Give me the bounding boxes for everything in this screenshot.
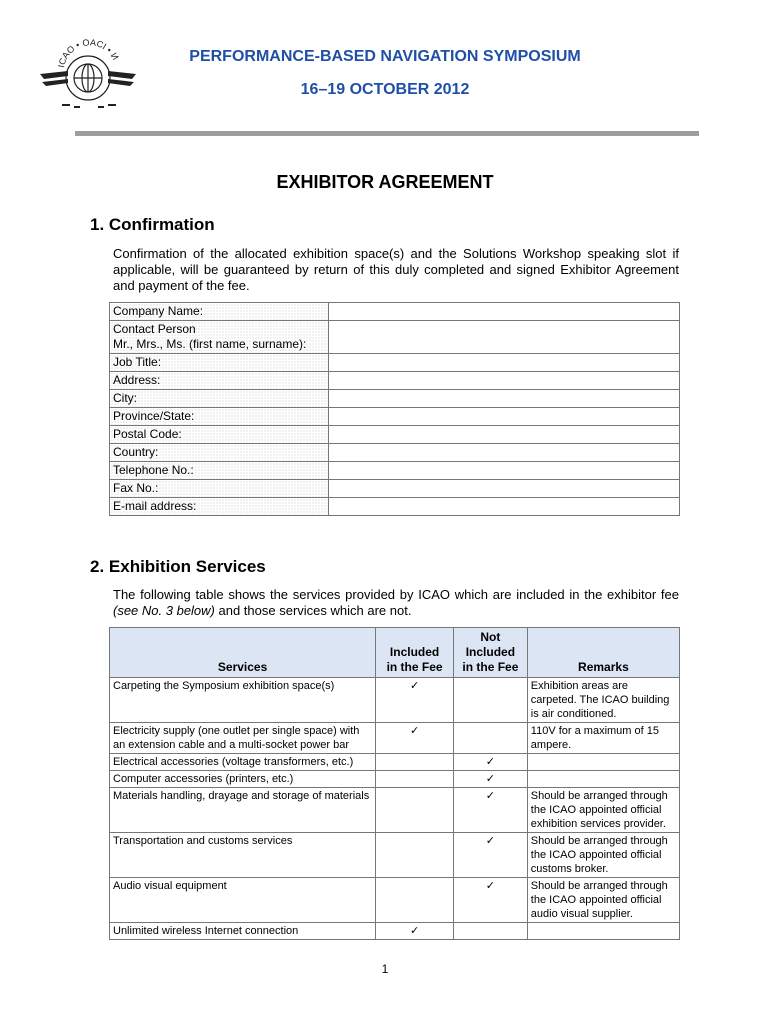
services-table [109, 627, 680, 940]
contact-row [110, 354, 680, 372]
service-cell: Electrical accessories (voltage transformers, etc.) [110, 754, 376, 771]
contact-field-input[interactable] [329, 354, 680, 372]
service-cell: Audio visual equipment [110, 878, 376, 923]
remarks-cell: 110V for a maximum of 15 ampere. [527, 723, 679, 754]
contact-row [110, 444, 680, 462]
contact-row [110, 372, 680, 390]
contact-row [110, 390, 680, 408]
service-cell: Carpeting the Symposium exhibition space(s) [110, 678, 376, 723]
contact-field-label: Country: [110, 444, 329, 462]
services-row [110, 788, 680, 833]
contact-row [110, 408, 680, 426]
remarks-cell: Should be arranged through the ICAO appointed official customs broker. [527, 833, 679, 878]
contact-field-input[interactable] [329, 444, 680, 462]
contact-field-input[interactable] [329, 390, 680, 408]
symposium-title: PERFORMANCE-BASED NAVIGATION SYMPOSIUM [189, 48, 581, 65]
included-cell: ✓ [376, 923, 454, 940]
contact-field-input[interactable] [329, 321, 680, 354]
contact-field-label: E-mail address: [110, 498, 329, 516]
icao-logo [38, 38, 138, 114]
included-cell: ✓ [376, 678, 454, 723]
logo-text: ICAO • OACI • И [56, 38, 121, 69]
contact-field-label: Address: [110, 372, 329, 390]
contact-field-input[interactable] [329, 408, 680, 426]
remarks-cell [527, 923, 679, 940]
contact-field-input[interactable] [329, 303, 680, 321]
included-cell [376, 833, 454, 878]
contact-row [110, 426, 680, 444]
service-cell: Electricity supply (one outlet per single space) with an extension cable and a multi-socket power bar [110, 723, 376, 754]
service-cell: Materials handling, drayage and storage of materials [110, 788, 376, 833]
remarks-cell [527, 754, 679, 771]
svg-text:ICAO • OACI • ИКАО [38, 38, 121, 68]
symposium-dates: 16–19 OCTOBER 2012 [300, 81, 470, 98]
contact-field-label: City: [110, 390, 329, 408]
remarks-cell: Should be arranged through the ICAO appointed official audio visual supplier. [527, 878, 679, 923]
included-cell [376, 788, 454, 833]
services-row [110, 754, 680, 771]
included-cell: ✓ [376, 723, 454, 754]
section-2-heading: 2. Exhibition Services [90, 557, 266, 576]
contact-field-label: Contact Person Mr., Mrs., Ms. (first name, surname): [110, 321, 329, 354]
document-title: EXHIBITOR AGREEMENT [276, 172, 494, 192]
col-remarks: Remarks [527, 628, 679, 678]
contact-field-input[interactable] [329, 372, 680, 390]
not-included-cell [453, 723, 527, 754]
not-included-cell: ✓ [453, 878, 527, 923]
contact-details-table [109, 302, 680, 516]
contact-row [110, 462, 680, 480]
services-row [110, 833, 680, 878]
service-cell: Transportation and customs services [110, 833, 376, 878]
not-included-cell: ✓ [453, 754, 527, 771]
services-row [110, 878, 680, 923]
not-included-cell: ✓ [453, 833, 527, 878]
contact-field-label: Province/State: [110, 408, 329, 426]
contact-row [110, 321, 680, 354]
included-cell [376, 771, 454, 788]
section-1-text: Confirmation of the allocated exhibition space(s) and the Solutions Workshop speaking slot if applicable, will be guaranteed by return of this duly completed and signed Exhibitor Agreement and payment of the fee. [113, 246, 679, 293]
service-cell: Unlimited wireless Internet connection [110, 923, 376, 940]
not-included-cell: ✓ [453, 788, 527, 833]
col-not-included: Not Included in the Fee [453, 628, 527, 678]
services-row [110, 723, 680, 754]
remarks-cell: Should be arranged through the ICAO appointed official exhibition services provider. [527, 788, 679, 833]
services-header-row [110, 628, 680, 678]
contact-row [110, 480, 680, 498]
contact-field-input[interactable] [329, 480, 680, 498]
included-cell [376, 754, 454, 771]
remarks-cell [527, 771, 679, 788]
contact-field-input[interactable] [329, 426, 680, 444]
section-2-text-b: and those services which are not. [214, 603, 412, 618]
contact-row [110, 303, 680, 321]
contact-field-label: Fax No.: [110, 480, 329, 498]
service-cell: Computer accessories (printers, etc.) [110, 771, 376, 788]
contact-field-input[interactable] [329, 498, 680, 516]
services-row [110, 678, 680, 723]
contact-field-label: Job Title: [110, 354, 329, 372]
not-included-cell [453, 678, 527, 723]
contact-field-label: Telephone No.: [110, 462, 329, 480]
contact-field-label: Company Name: [110, 303, 329, 321]
services-row [110, 771, 680, 788]
section-1-heading: 1. Confirmation [90, 215, 215, 234]
section-2-text-italic: (see No. 3 below) [113, 603, 215, 618]
not-included-cell: ✓ [453, 771, 527, 788]
col-services: Services [110, 628, 376, 678]
remarks-cell: Exhibition areas are carpeted. The ICAO building is air conditioned. [527, 678, 679, 723]
not-included-cell [453, 923, 527, 940]
section-1-paragraph [113, 246, 679, 294]
contact-field-input[interactable] [329, 462, 680, 480]
contact-field-label: Postal Code: [110, 426, 329, 444]
services-row [110, 923, 680, 940]
header-divider [75, 131, 699, 136]
section-2-text-a: The following table shows the services provided by ICAO which are included in the exhibitor fee [113, 587, 679, 602]
col-included: Included in the Fee [376, 628, 454, 678]
section-2-paragraph [113, 587, 679, 619]
included-cell [376, 878, 454, 923]
page-number: 1 [381, 962, 389, 976]
contact-row [110, 498, 680, 516]
